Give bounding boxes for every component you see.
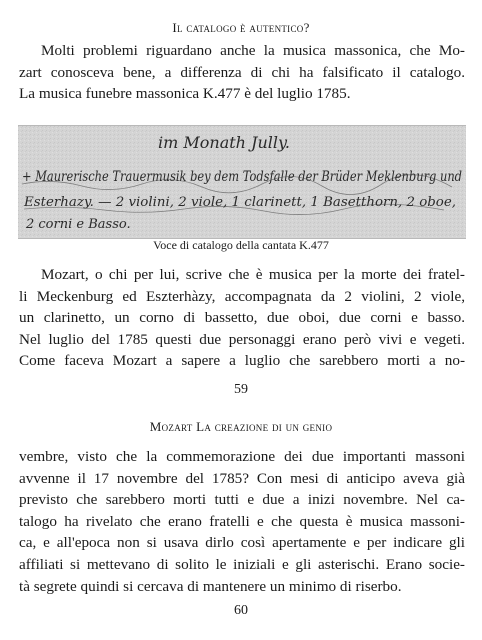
handwritten-manuscript (18, 126, 466, 238)
text-line: zart conosceva bene, a differenza di chi ha falsificato il catalogo. (19, 63, 465, 81)
figure-caption: Voce di catalogo della cantata K.477 (153, 238, 329, 252)
text-line: ca, e all'epoca non si usava dirlo così apertamente e per indicare gli (19, 534, 465, 552)
running-header-page-59: Il catalogo è autentico? (172, 20, 310, 35)
text-line: tà segrete quindi si cercava di mantenere un minimo di riserbo. (19, 577, 402, 595)
running-header-page-60: Mozart La creazione di un genio (149, 419, 333, 434)
text-line: La musica funebre massonica K.477 è del luglio 1785. (19, 85, 351, 103)
paragraph-commemoration (19, 446, 465, 597)
text-line: talogo ha rivelato che erano fratelli e che questa è musica massoni- (19, 512, 465, 530)
handwriting-line: + Maurerische Trauermusik bey dem Todsfalle der Brüder Meklenburg und (22, 169, 463, 185)
handwriting-line: 2 corni e Basso. (26, 217, 131, 232)
text-line: vembre, visto che la commemorazione dei due importanti massoni (19, 448, 465, 465)
handwriting-line: Esterhazy. — 2 violini, 2 viole, 1 clarinett, 1 Basetthorn, 2 oboe, (22, 195, 456, 210)
handwriting-line: im Monath Jully. (158, 133, 291, 152)
text-line: li Meckenburg ed Eszterhàzy, accompagnata da 2 violini, 2 viole, (19, 287, 465, 305)
paragraph-masonic-music (19, 40, 465, 105)
page-number-59: 59 (234, 382, 248, 397)
text-line: Molti problemi riguardano anche la musica massonica, che Mo- (41, 42, 465, 59)
text-line: Nel luglio del 1785 questi due personaggi erano però vivi e vegeti. (19, 330, 465, 348)
text-line: previsto che sarebbero morti tutti e due a inizi novembre. Nel ca- (19, 491, 465, 509)
paragraph-mozart-dates (19, 264, 465, 372)
text-line: affiliati si mettevano di solito le iniziali e gli asterischi. Erano socie- (19, 555, 465, 573)
text-line: un clarinetto, un corno di bassetto, due oboi, due corni e basso. (19, 309, 465, 327)
text-line: Come faceva Mozart a sapere a luglio che sarebbero morti a no- (19, 352, 465, 370)
text-line: avvenne il 17 novembre del 1785? Con mesi di anticipo aveva già (19, 469, 465, 487)
page-number-60: 60 (234, 603, 248, 618)
catalog-entry-image (18, 125, 466, 239)
text-line: Mozart, o chi per lui, scrive che è musica per la morte dei fratel- (41, 266, 465, 283)
